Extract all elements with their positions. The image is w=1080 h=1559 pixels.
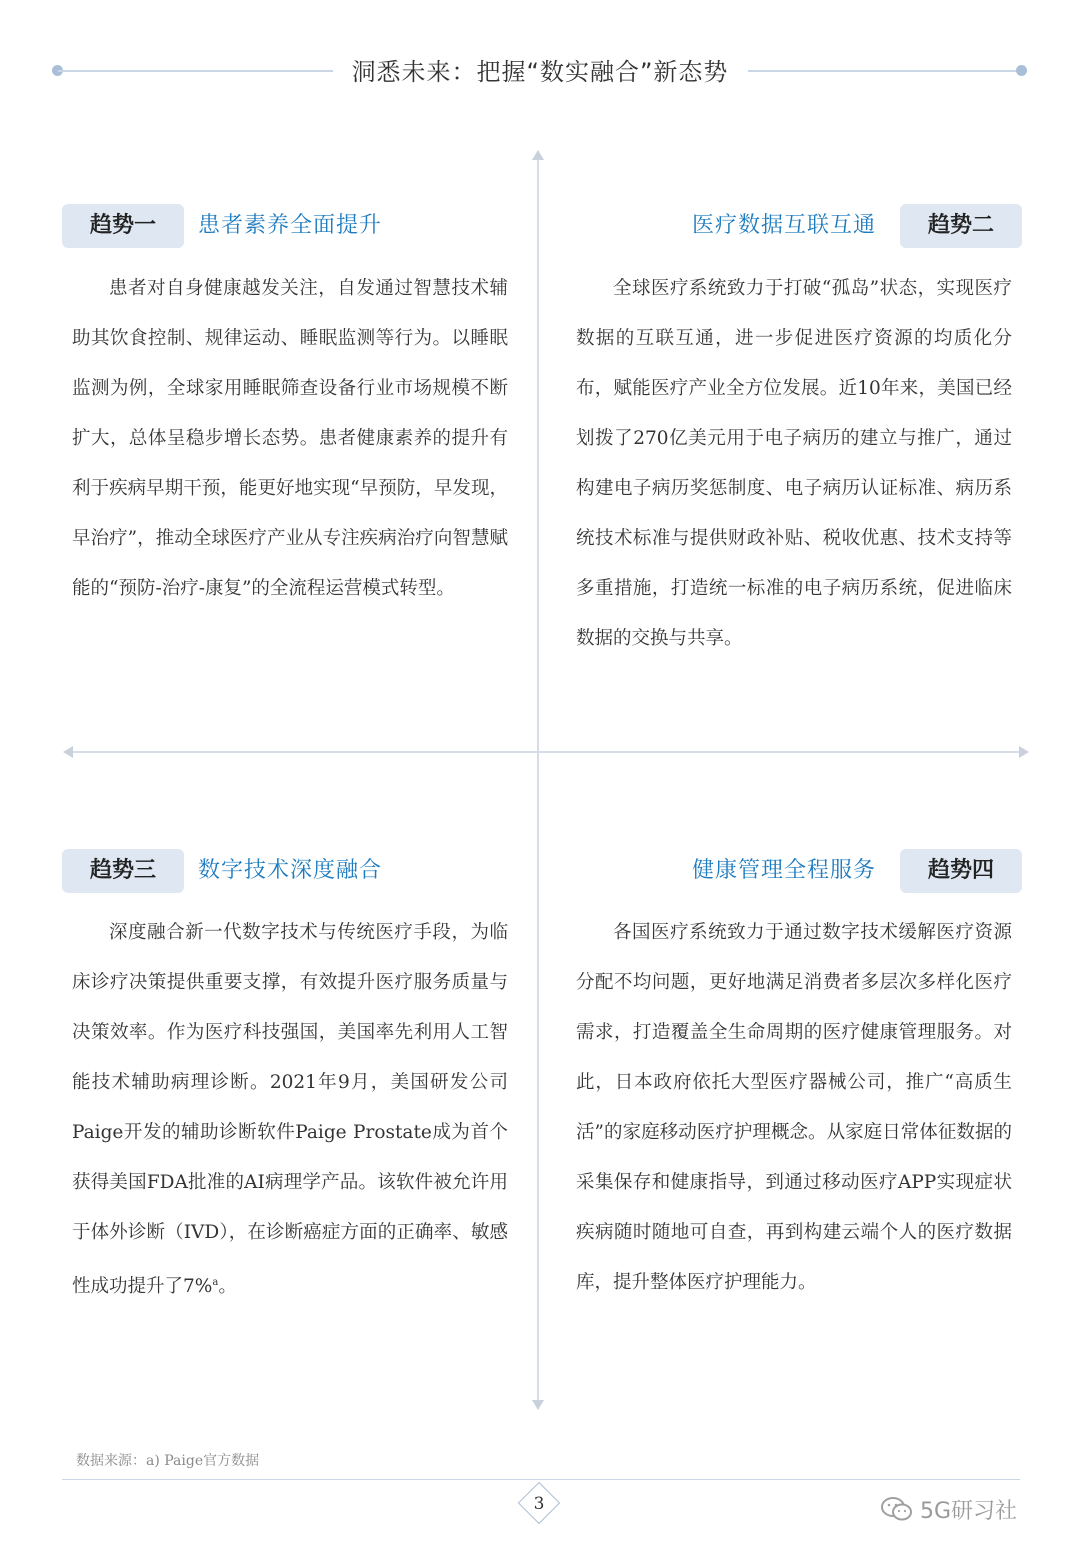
trend-2-tag: 趋势二 xyxy=(900,204,1022,248)
trend-4-tag: 趋势四 xyxy=(900,849,1022,893)
trend-2-body: 全球医疗系统致力于打破“孤岛”状态，实现医疗数据的互联互通，进一步促进医疗资源的均质化分布，赋能医疗产业全方位发展。近10年来，美国已经划拨了270亿美元用于电子病历的建立与推广，通过构建电子病历奖惩制度、电子病历认证标准、病历系统技术标准与提供财政补贴、税收优惠、技术支持等多重措施，打造统一标准的电子病历系统，促进临床数据的交换与共享。 xyxy=(576,278,1012,649)
wechat-icon xyxy=(880,1495,914,1523)
page-number: 3 xyxy=(533,1494,545,1514)
arrow-up-icon xyxy=(532,150,544,160)
page-title: 洞悉未来：把握“数实融合”新态势 xyxy=(351,58,729,86)
trend-2-title: 医疗数据互联互通 xyxy=(692,213,877,238)
trend-1-body: 患者对自身健康越发关注，自发通过智慧技术辅助其饮食控制、规律运动、睡眠监测等行为。以睡眠监测为例，全球家用睡眠筛查设备行业市场规模不断扩大，总体呈稳步增长态势。患者健康素养的提升有利于疾病早期干预，能更好地实现“早预防，早发现，早治疗”，推动全球医疗产业从专注疾病治疗向智慧赋能的“预防-治疗-康复”的全流程运营模式转型。 xyxy=(72,278,508,599)
arrow-left-icon xyxy=(63,746,73,758)
footer-line xyxy=(62,1479,1020,1480)
header-right-line xyxy=(748,70,1022,72)
trend-3-footnote-ref: a xyxy=(212,1277,219,1288)
data-source-footnote: 数据来源：a) Paige官方数据 xyxy=(76,1453,260,1469)
trend-3-title: 数字技术深度融合 xyxy=(198,858,383,883)
trend-1-title: 患者素养全面提升 xyxy=(198,213,383,238)
trend-1-tag: 趋势一 xyxy=(62,204,184,248)
vertical-axis xyxy=(537,158,539,1400)
trend-3-body-end: 。 xyxy=(218,1276,237,1298)
header-right-dot xyxy=(1016,65,1027,76)
trend-3-tag: 趋势三 xyxy=(62,849,184,893)
watermark-text: 5G研习社 xyxy=(920,1498,1018,1524)
arrow-down-icon xyxy=(532,1400,544,1410)
trend-4-title: 健康管理全程服务 xyxy=(692,858,877,883)
trend-3-body-text: 深度融合新一代数字技术与传统医疗手段，为临床诊疗决策提供重要支撑，有效提升医疗服务质量与决策效率。作为医疗科技强国，美国率先利用人工智能技术辅助病理诊断。2021年9月，美国研发公司Paige开发的辅助诊断软件Paige Prostate成为首个获得美国FDA批准的AI病理学产品。该软件被允许用于体外诊断（IVD），在诊断癌症方面的正确率、敏感性成功提升了7% xyxy=(72,922,508,1298)
horizontal-axis xyxy=(72,751,1020,753)
arrow-right-icon xyxy=(1019,746,1029,758)
trend-3-body xyxy=(72,908,508,1312)
trend-4-body: 各国医疗系统致力于通过数字技术缓解医疗资源分配不均问题，更好地满足消费者多层次多样化医疗需求，打造覆盖全生命周期的医疗健康管理服务。对此，日本政府依托大型医疗器械公司，推广“高质生活”的家庭移动医疗护理概念。从家庭日常体征数据的采集保存和健康指导，到通过移动医疗APP实现症状疾病随时随地可自查，再到构建云端个人的医疗数据库，提升整体医疗护理能力。 xyxy=(576,922,1012,1293)
watermark xyxy=(880,1494,1017,1524)
